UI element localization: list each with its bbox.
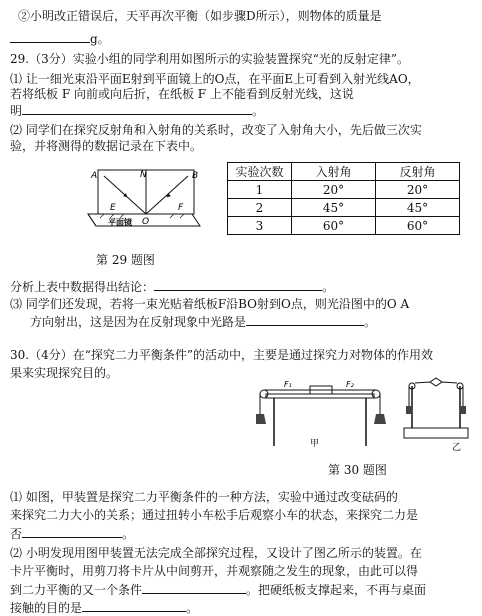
q30-header-line2: 果来实现探究目的。	[10, 366, 119, 380]
q30-header-line1: 30.（4分）在“探究二力平衡条件”的活动中，主要是通过探究力对物体的作用效	[10, 348, 433, 362]
q30-p2-line4: 接触的目的是 。	[10, 601, 199, 615]
table-cell: 45°	[292, 199, 376, 217]
q30-p2-line1: ⑵ 小明发现用图甲装置无法完成全部探究过程，又设计了图乙所示的装置。在	[10, 546, 422, 560]
table-cell: 20°	[292, 181, 376, 199]
left-weight	[256, 414, 266, 424]
q29-analysis-blank[interactable]	[154, 278, 322, 291]
q29-analysis: 分析上表中数据得出结论： 。	[10, 280, 335, 294]
figure-30-caption: 第 30 题图	[328, 463, 387, 477]
q29-p3-blank[interactable]	[246, 313, 364, 326]
label-f2: F₂	[346, 380, 354, 389]
label-n: N	[140, 170, 147, 180]
table-header: 实验次数	[228, 163, 292, 181]
reflection-apparatus-figure	[84, 166, 204, 236]
table-header: 反射角	[376, 163, 460, 181]
q29-p1-line1: ⑴ 让一细光束沿平面E射到平面镜上的O点，在平面E上可看到入射光线AO，	[10, 72, 420, 86]
q29-p1-blank[interactable]	[22, 102, 252, 115]
table-cell: 20°	[376, 181, 460, 199]
q30-p1-line3: 否 。	[10, 527, 135, 541]
table-row	[228, 217, 460, 235]
table-row	[228, 181, 460, 199]
q28-line1: ②小明改正错误后，天平再次平衡（如步骤D所示），则物体的质量是	[18, 9, 382, 23]
q29-p2-line1: ⑵ 同学们在探究反射角和入射角的关系时，改变了入射角大小，先后做三次实	[10, 123, 422, 137]
table-cell: 60°	[292, 217, 376, 235]
table-cell: 3	[228, 217, 292, 235]
q30-p1-blank[interactable]	[22, 525, 122, 538]
q29-p1-line2: 若将纸板 F 向前或向后折，在纸板 F 上不能看到反射光线，这说	[10, 87, 354, 101]
reflection-data-table	[227, 162, 460, 235]
label-b: B	[192, 171, 199, 181]
two-force-cart-apparatus	[256, 372, 386, 452]
base-board	[404, 428, 468, 438]
q30-p2-blank-b[interactable]	[82, 599, 186, 612]
label-mirror: 平面镜	[108, 218, 132, 227]
q28-answer-blank[interactable]	[10, 30, 90, 43]
table-header: 入射角	[292, 163, 376, 181]
label-e: E	[110, 203, 116, 213]
label-a: A	[91, 171, 98, 181]
q30-p1-line1: ⑴ 如图，甲装置是探究二力平衡条件的一种方法，实验中通过改变砝码的	[10, 490, 398, 504]
q29-p3-line1: ⑶ 同学们还发现，若将一束光贴着纸板F沿BO射到O点，则光沿图中的O A	[10, 297, 410, 311]
q28-line2: g。	[10, 30, 110, 47]
label-yi: 乙	[452, 443, 462, 452]
q29-p3-line2: 方向射出，这是因为在反射现象中光路是 。	[30, 315, 377, 329]
label-jia: 甲	[310, 439, 320, 449]
q30-p2-line2: 卡片平衡时，用剪刀将卡片从中间剪开，并观察随之发生的现象，由此可以得	[10, 564, 419, 578]
q29-header: 29.（3分）实验小组的同学利用如图所示的实验装置探究“光的反射定律”。	[10, 52, 409, 66]
label-o: O	[142, 217, 150, 227]
q29-p1-line3: 明 。	[10, 104, 265, 118]
table-cell: 2	[228, 199, 292, 217]
q30-p2-blank-a[interactable]	[142, 581, 246, 594]
table-cell: 60°	[376, 217, 460, 235]
table-row	[228, 199, 460, 217]
label-f: F	[178, 203, 184, 213]
label-f1: F₁	[284, 380, 292, 389]
table-top	[266, 394, 374, 398]
table-cell: 1	[228, 181, 292, 199]
card-balance-apparatus	[390, 372, 476, 452]
q29-p2-line2: 验，并将测得的数据记录在下表中。	[10, 139, 203, 153]
q30-p2-line3: 到二力平衡的又一个条件 。把硬纸板支撑起来，不再与桌面	[10, 583, 427, 597]
right-weight	[374, 414, 386, 424]
q30-p1-line2: 来探究二力大小的关系；通过扭转小车松手后观察小车的状态，来探究二力是	[10, 508, 419, 522]
table-cell: 45°	[376, 199, 460, 217]
card	[430, 378, 442, 386]
figure-29-caption: 第 29 题图	[96, 253, 155, 267]
table-header-row	[228, 163, 460, 181]
